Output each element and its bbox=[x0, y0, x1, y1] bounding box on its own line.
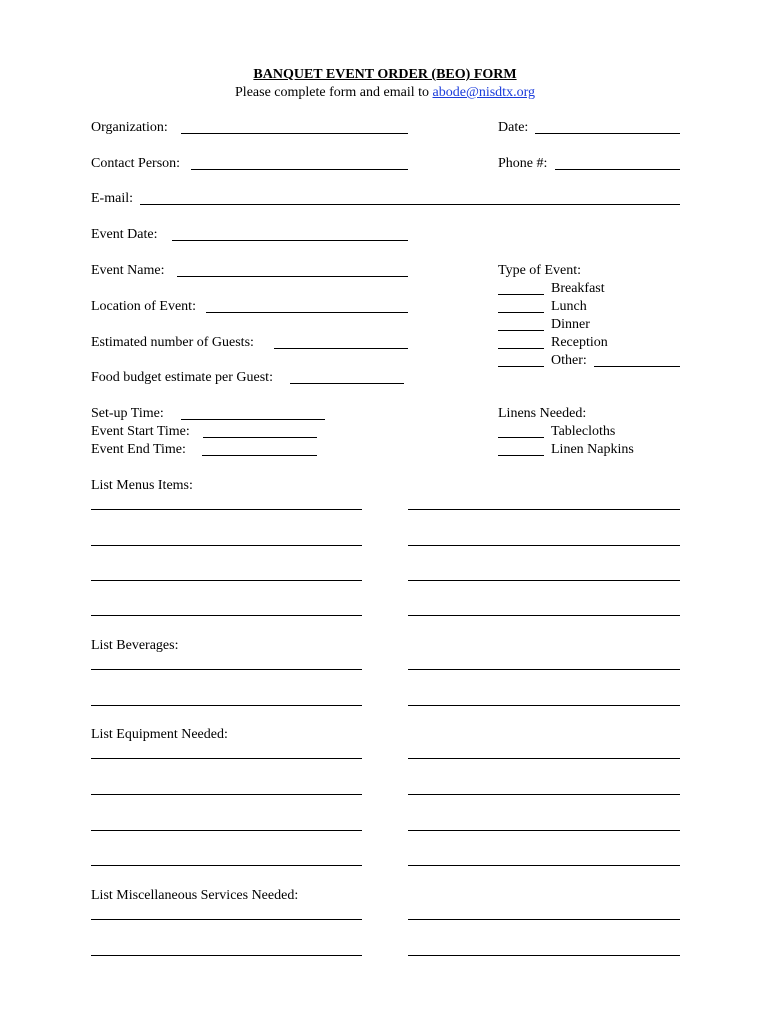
menu-item-line[interactable] bbox=[408, 615, 680, 616]
menu-item-line[interactable] bbox=[91, 545, 362, 546]
misc-line[interactable] bbox=[91, 919, 362, 920]
breakfast-checkline[interactable] bbox=[498, 294, 544, 295]
event-name-field[interactable] bbox=[177, 276, 408, 277]
beverage-line[interactable] bbox=[91, 705, 362, 706]
equipment-line[interactable] bbox=[408, 758, 680, 759]
setup-time-label: Set-up Time: bbox=[91, 406, 164, 421]
reception-checkline[interactable] bbox=[498, 348, 544, 349]
linens-heading: Linens Needed: bbox=[498, 406, 587, 421]
date-label: Date: bbox=[498, 120, 529, 135]
equipment-line[interactable] bbox=[91, 865, 362, 866]
email-label: E-mail: bbox=[91, 191, 133, 206]
other-checkline[interactable] bbox=[498, 366, 544, 367]
menu-item-line[interactable] bbox=[91, 615, 362, 616]
location-field[interactable] bbox=[206, 312, 408, 313]
setup-time-field[interactable] bbox=[181, 419, 325, 420]
tablecloths-checkline[interactable] bbox=[498, 437, 544, 438]
phone-field[interactable] bbox=[555, 169, 680, 170]
dinner-checkline[interactable] bbox=[498, 330, 544, 331]
end-time-field[interactable] bbox=[202, 455, 317, 456]
equipment-line[interactable] bbox=[91, 830, 362, 831]
subtitle-text: Please complete form and email to bbox=[235, 85, 430, 100]
phone-label: Phone #: bbox=[498, 156, 548, 171]
tablecloths-option: Tablecloths bbox=[551, 424, 616, 439]
type-of-event-heading: Type of Event: bbox=[498, 263, 581, 278]
date-field[interactable] bbox=[535, 133, 680, 134]
guests-field[interactable] bbox=[274, 348, 408, 349]
menu-item-line[interactable] bbox=[408, 545, 680, 546]
lunch-checkline[interactable] bbox=[498, 312, 544, 313]
event-date-label: Event Date: bbox=[91, 227, 158, 242]
misc-services-label: List Miscellaneous Services Needed: bbox=[91, 888, 299, 903]
beverages-label: List Beverages: bbox=[91, 638, 179, 653]
dinner-option: Dinner bbox=[551, 317, 590, 332]
misc-line[interactable] bbox=[408, 919, 680, 920]
linen-napkins-checkline[interactable] bbox=[498, 455, 544, 456]
linen-napkins-option: Linen Napkins bbox=[551, 442, 634, 457]
start-time-label: Event Start Time: bbox=[91, 424, 190, 439]
end-time-label: Event End Time: bbox=[91, 442, 186, 457]
equipment-line[interactable] bbox=[408, 865, 680, 866]
form-title: BANQUET EVENT ORDER (BEO) FORM bbox=[253, 67, 517, 82]
contact-person-label: Contact Person: bbox=[91, 156, 181, 171]
beverage-line[interactable] bbox=[91, 669, 362, 670]
lunch-option: Lunch bbox=[551, 299, 587, 314]
equipment-line[interactable] bbox=[408, 830, 680, 831]
misc-line[interactable] bbox=[408, 955, 680, 956]
location-label: Location of Event: bbox=[91, 299, 196, 314]
breakfast-option: Breakfast bbox=[551, 281, 605, 296]
email-field[interactable] bbox=[140, 204, 680, 205]
menu-item-line[interactable] bbox=[91, 580, 362, 581]
equipment-line[interactable] bbox=[91, 794, 362, 795]
other-option: Other: bbox=[551, 353, 587, 368]
food-budget-field[interactable] bbox=[290, 383, 404, 384]
contact-person-field[interactable] bbox=[191, 169, 408, 170]
organization-field[interactable] bbox=[181, 133, 408, 134]
menu-item-line[interactable] bbox=[91, 509, 362, 510]
other-field[interactable] bbox=[594, 366, 680, 367]
equipment-label: List Equipment Needed: bbox=[91, 727, 228, 742]
guests-label: Estimated number of Guests: bbox=[91, 335, 254, 350]
menu-items-label: List Menus Items: bbox=[91, 478, 193, 493]
food-budget-label: Food budget estimate per Guest: bbox=[91, 370, 273, 385]
form-subtitle bbox=[0, 85, 770, 101]
menu-item-line[interactable] bbox=[408, 509, 680, 510]
reception-option: Reception bbox=[551, 335, 608, 350]
event-date-field[interactable] bbox=[172, 240, 408, 241]
beverage-line[interactable] bbox=[408, 705, 680, 706]
email-link[interactable]: abode@nisdtx.org bbox=[432, 85, 535, 100]
misc-line[interactable] bbox=[91, 955, 362, 956]
equipment-line[interactable] bbox=[408, 794, 680, 795]
equipment-line[interactable] bbox=[91, 758, 362, 759]
organization-label: Organization: bbox=[91, 120, 168, 135]
beverage-line[interactable] bbox=[408, 669, 680, 670]
menu-item-line[interactable] bbox=[408, 580, 680, 581]
event-name-label: Event Name: bbox=[91, 263, 165, 278]
start-time-field[interactable] bbox=[203, 437, 317, 438]
